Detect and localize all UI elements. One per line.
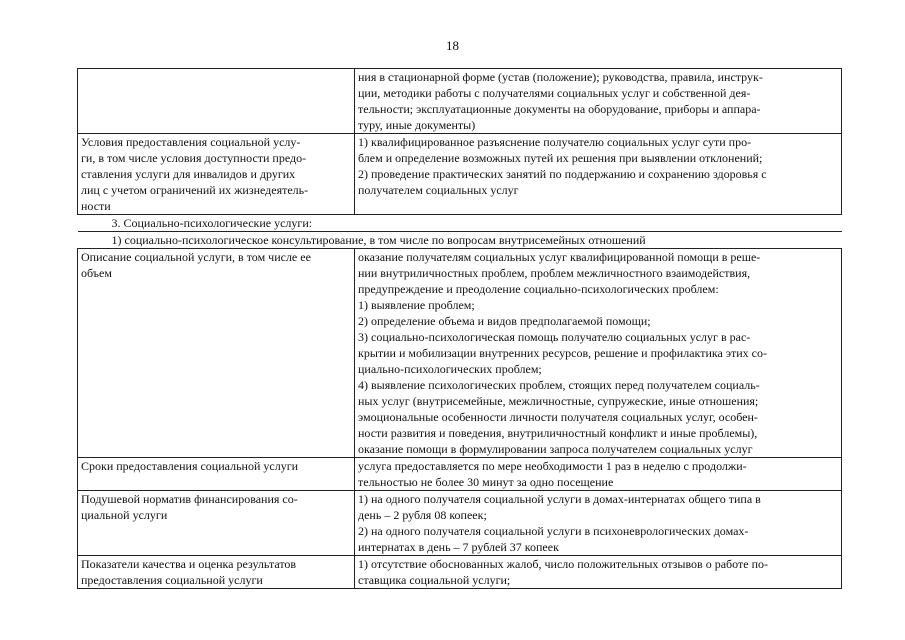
text-line: предоставления социальной услуги bbox=[81, 573, 263, 587]
text-line: эмоциональные особенности личности получателя социальных услуг, особен- bbox=[358, 410, 758, 424]
text-line: Условия предоставления социальной услу- bbox=[81, 135, 301, 149]
text-line: получателем социальных услуг bbox=[358, 183, 519, 197]
text-line: циальной услуги bbox=[81, 508, 168, 522]
text-line: 1) выявление проблем; bbox=[358, 298, 475, 312]
text-line: 2) проведение практических занятий по поддержанию и сохранению здоровья с bbox=[358, 167, 767, 181]
text-line: циально-психологических проблем; bbox=[358, 362, 542, 376]
text-line: ги, в том числе условия доступности предо- bbox=[81, 151, 307, 165]
row-label-cell bbox=[78, 458, 355, 491]
table-row bbox=[78, 249, 842, 458]
text-line: интернатах в день – 7 рублей 37 копеек bbox=[358, 540, 559, 554]
table-row bbox=[78, 69, 842, 134]
text-line: ции, методики работы с получателями социальных услуг и собственной дея- bbox=[358, 86, 751, 100]
services-table bbox=[77, 68, 842, 589]
row-label-cell bbox=[78, 249, 355, 458]
text-line: лиц с учетом ограничений их жизнедеятель- bbox=[81, 183, 309, 197]
text-line: 2) на одного получателя социальной услуги в психоневрологических домах- bbox=[358, 524, 749, 538]
row-label-cell bbox=[78, 69, 355, 134]
text-line: ных услуг (внутрисемейные, межличностные, супружеские, иные отношения; bbox=[358, 394, 759, 408]
text-line: нии внутриличностных проблем, проблем межличностного взаимодействия, bbox=[358, 266, 751, 280]
row-content-cell bbox=[355, 69, 842, 134]
row-content-cell bbox=[355, 134, 842, 215]
text-line: день – 2 рубля 08 копеек; bbox=[358, 508, 487, 522]
row-label-cell bbox=[78, 134, 355, 215]
text-line: ставщика социальной услуги; bbox=[358, 573, 511, 587]
subsection-heading: 1) социально-психологическое консультирование, в том числе по вопросам внутрисемейных отношений bbox=[78, 232, 842, 249]
text-line: Сроки предоставления социальной услуги bbox=[81, 459, 299, 473]
text-line: ности bbox=[81, 199, 111, 213]
row-label-cell bbox=[78, 556, 355, 589]
row-content-cell bbox=[355, 491, 842, 556]
text-line: 1) квалифицированное разъяснение получателю социальных услуг сути про- bbox=[358, 135, 752, 149]
table-row bbox=[78, 134, 842, 215]
subsection-heading-row bbox=[78, 232, 842, 249]
text-line: услуга предоставляется по мере необходимости 1 раз в неделю с продолжи- bbox=[358, 459, 747, 473]
text-line: 3) социально-психологическая помощь получателю социальных услуг в рас- bbox=[358, 330, 751, 344]
table-row bbox=[78, 491, 842, 556]
text-line: тельностью не более 30 минут за одно посещение bbox=[358, 475, 614, 489]
text-line: Подушевой норматив финансирования со- bbox=[81, 492, 298, 506]
row-content-cell bbox=[355, 556, 842, 589]
text-line: туру, иные документы) bbox=[358, 118, 476, 132]
text-line: ставления услуги для инвалидов и других bbox=[81, 167, 296, 181]
section-heading: 3. Социально-психологические услуги: bbox=[78, 215, 842, 232]
text-line: предупреждение и преодоление социально-психологических проблем: bbox=[358, 282, 719, 296]
text-line: крытии и мобилизации внутренних ресурсов, решение и профилактика этих со- bbox=[358, 346, 767, 360]
text-line: ности развития и поведения, внутриличностный конфликт и иные проблемы), bbox=[358, 426, 758, 440]
row-label-cell bbox=[78, 491, 355, 556]
text-line: объем bbox=[81, 266, 112, 280]
text-line: блем и определение возможных путей их решения при выявлении отклонений; bbox=[358, 151, 763, 165]
text-line: 4) выявление психологических проблем, стоящих перед получателем социаль- bbox=[358, 378, 760, 392]
row-content-cell bbox=[355, 249, 842, 458]
text-line: Показатели качества и оценка результатов bbox=[81, 557, 297, 571]
text-line: 1) на одного получателя социальной услуги в домах-интернатах общего типа в bbox=[358, 492, 761, 506]
section-heading-row bbox=[78, 215, 842, 232]
table-row bbox=[78, 556, 842, 589]
text-line: 2) определение объема и видов предполагаемой помощи; bbox=[358, 314, 651, 328]
text-line: оказание помощи в формулировании запроса получателем социальных услуг bbox=[358, 442, 753, 456]
text-line: оказание получателям социальных услуг квалифицированной помощи в реше- bbox=[358, 250, 761, 264]
text-line: 1) отсутствие обоснованных жалоб, число положительных отзывов о работе по- bbox=[358, 557, 768, 571]
row-content-cell bbox=[355, 458, 842, 491]
text-line: ния в стационарной форме (устав (положение); руководства, правила, инструк- bbox=[358, 70, 763, 84]
table-row bbox=[78, 458, 842, 491]
text-line: Описание социальной услуги, в том числе ее bbox=[81, 250, 311, 264]
text-line: тельности; эксплуатационные документы на оборудование, приборы и аппара- bbox=[358, 102, 761, 116]
page-number: 18 bbox=[446, 38, 459, 53]
